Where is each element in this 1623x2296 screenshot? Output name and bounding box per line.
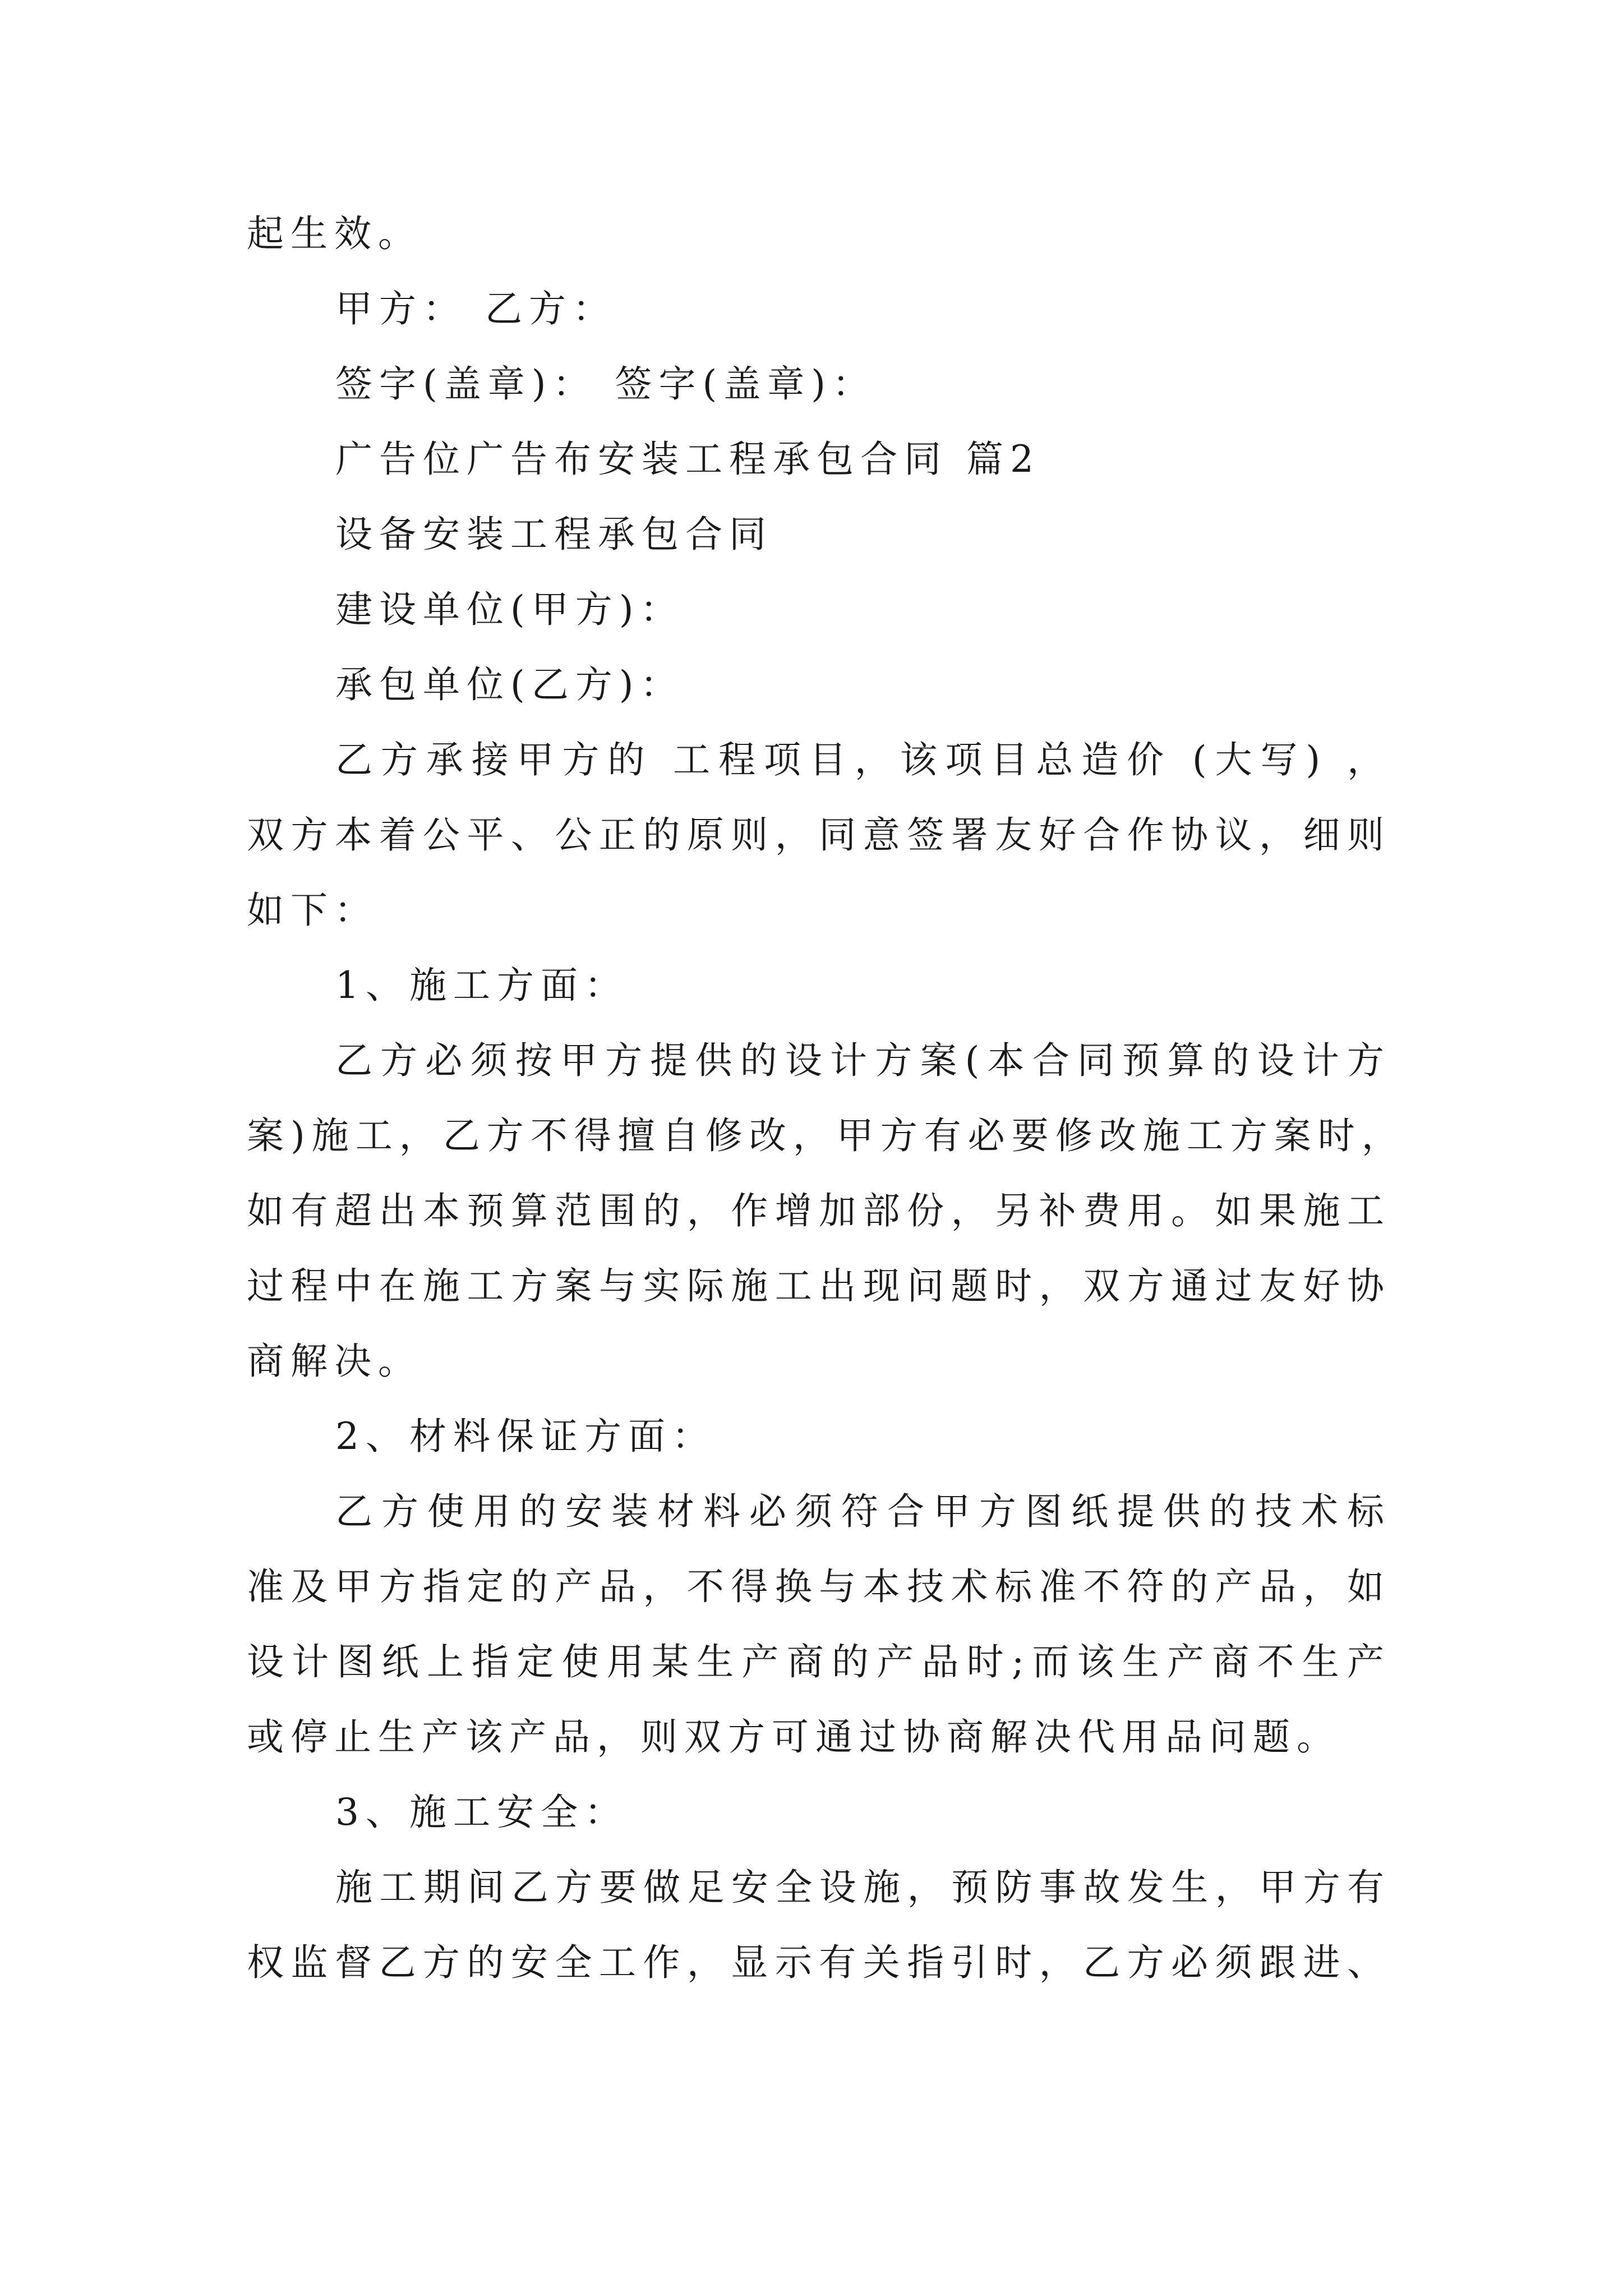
section-heading: 广告位广告布安装工程承包合同 篇2 bbox=[335, 438, 1040, 481]
clause-heading: 2、材料保证方面： bbox=[335, 1415, 716, 1458]
paragraph-line: 如有超出本预算范围的，作增加部份，另补费用。如果施工 bbox=[247, 1189, 1391, 1232]
party-b-line: 承包单位(乙方)： bbox=[335, 663, 684, 706]
paragraph-line: 准及甲方指定的产品，不得换与本技术标准不符的产品，如 bbox=[247, 1565, 1391, 1608]
signature-line: 签字(盖章)： 签字(盖章)： bbox=[335, 362, 876, 406]
paragraph-line: 双方本着公平、公正的原则，同意签署友好合作协议，细则 bbox=[247, 813, 1391, 857]
paragraph-line: 案)施工，乙方不得擅自修改，甲方有必要修改施工方案时， bbox=[247, 1114, 1405, 1157]
paragraph-line: 施工期间乙方要做足安全设施，预防事故发生，甲方有 bbox=[335, 1866, 1391, 1909]
paragraph-line: 过程中在施工方案与实际施工出现问题时，双方通过友好协 bbox=[247, 1264, 1391, 1308]
paragraph-line: 设计图纸上指定使用某生产商的产品时;而该生产商不生产 bbox=[247, 1640, 1391, 1683]
paragraph-line: 或停止生产该产品，则双方可通过协商解决代用品问题。 bbox=[247, 1715, 1340, 1759]
contract-body bbox=[247, 196, 1405, 2000]
paragraph-line: 商解决。 bbox=[247, 1340, 422, 1383]
clause-heading: 3、施工安全： bbox=[335, 1791, 628, 1834]
paragraph-line: 如下： bbox=[247, 889, 378, 932]
paragraph-line: 乙方承接甲方的 工程项目，该项目总造价 (大写) ， bbox=[335, 738, 1391, 781]
clause-heading: 1、施工方面： bbox=[335, 964, 628, 1007]
text-line: 起生效。 bbox=[247, 212, 422, 255]
paragraph-line: 乙方必须按甲方提供的设计方案(本合同预算的设计方 bbox=[335, 1039, 1391, 1082]
paragraph-line: 权监督乙方的安全工作，显示有关指引时，乙方必须跟进、 bbox=[247, 1941, 1391, 1984]
contract-title: 设备安装工程承包合同 bbox=[335, 513, 773, 556]
paragraph-line: 乙方使用的安装材料必须符合甲方图纸提供的技术标 bbox=[335, 1490, 1391, 1533]
party-line: 甲方： 乙方： bbox=[335, 287, 616, 330]
party-a-line: 建设单位(甲方)： bbox=[335, 588, 684, 631]
